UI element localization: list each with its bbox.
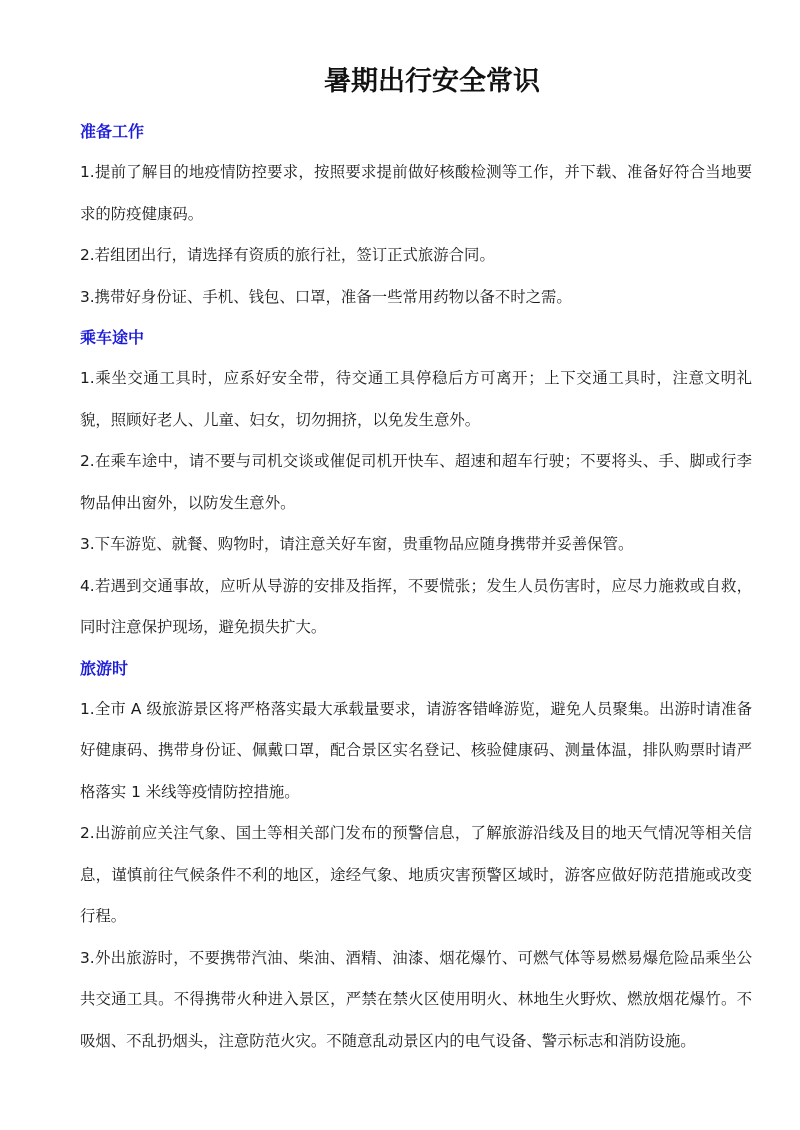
paragraph: 3.下车游览、就餐、购物时，请注意关好车窗，贵重物品应随身携带并妥善保管。	[80, 535, 634, 553]
section-heading: 乘车途中	[80, 328, 145, 347]
paragraph: 1.乘坐交通工具时，应系好安全带，待交通工具停稳后方可离开；上下交通工具时，注意文明礼貌，照顾好老人、儿童、妇女，切勿拥挤，以免发生意外。	[80, 369, 752, 429]
document-title: 暑期出行安全常识	[324, 66, 540, 97]
paragraph: 4.若遇到交通事故，应听从导游的安排及指挥，不要慌张；发生人员伤害时，应尽力施救或自救，同时注意保护现场，避免损失扩大。	[80, 576, 752, 636]
paragraph: 2.出游前应关注气象、国土等相关部门发布的预警信息，了解旅游沿线及目的地天气情况等相关信息，谨慎前往气候条件不利的地区，途经气象、地质灾害预警区域时，游客应做好防范措施或改变行程。	[80, 824, 752, 925]
paragraph: 3.外出旅游时，不要携带汽油、柴油、酒精、油漆、烟花爆竹、可燃气体等易燃易爆危险品乘坐公共交通工具。不得携带火种进入景区，严禁在禁火区使用明火、林地生火野炊、燃放烟花爆竹。不吸烟、不乱扔烟头，注意防范火灾。不随意乱动景区内的电气设备、警示标志和消防设施。	[80, 948, 752, 1050]
paragraph: 2.在乘车途中，请不要与司机交谈或催促司机开快车、超速和超车行驶；不要将头、手、脚或行李物品伸出窗外，以防发生意外。	[80, 452, 752, 512]
section-heading: 旅游时	[80, 658, 129, 678]
paragraph: 3.携带好身份证、手机、钱包、口罩，准备一些常用药物以备不时之需。	[80, 287, 572, 306]
section-touring	[80, 649, 752, 1063]
paragraph: 2.若组团出行，请选择有资质的旅行社，签订正式旅游合同。	[80, 246, 495, 264]
section-heading: 准备工作	[80, 122, 145, 141]
section-preparation	[80, 112, 752, 318]
paragraph: 1.全市 A 级旅游景区将严格落实最大承载量要求，请游客错峰游览，避免人员聚集。出游时请准备好健康码、携带身份证、佩戴口罩，配合景区实名登记、核验健康码、测量体温，排队购票时请严格落实 1 米线等疫情防控措施。	[80, 699, 752, 801]
paragraph: 1.提前了解目的地疫情防控要求，按照要求提前做好核酸检测等工作，并下载、准备好符合当地要求的防疫健康码。	[80, 163, 752, 223]
section-in-transit	[80, 318, 752, 649]
